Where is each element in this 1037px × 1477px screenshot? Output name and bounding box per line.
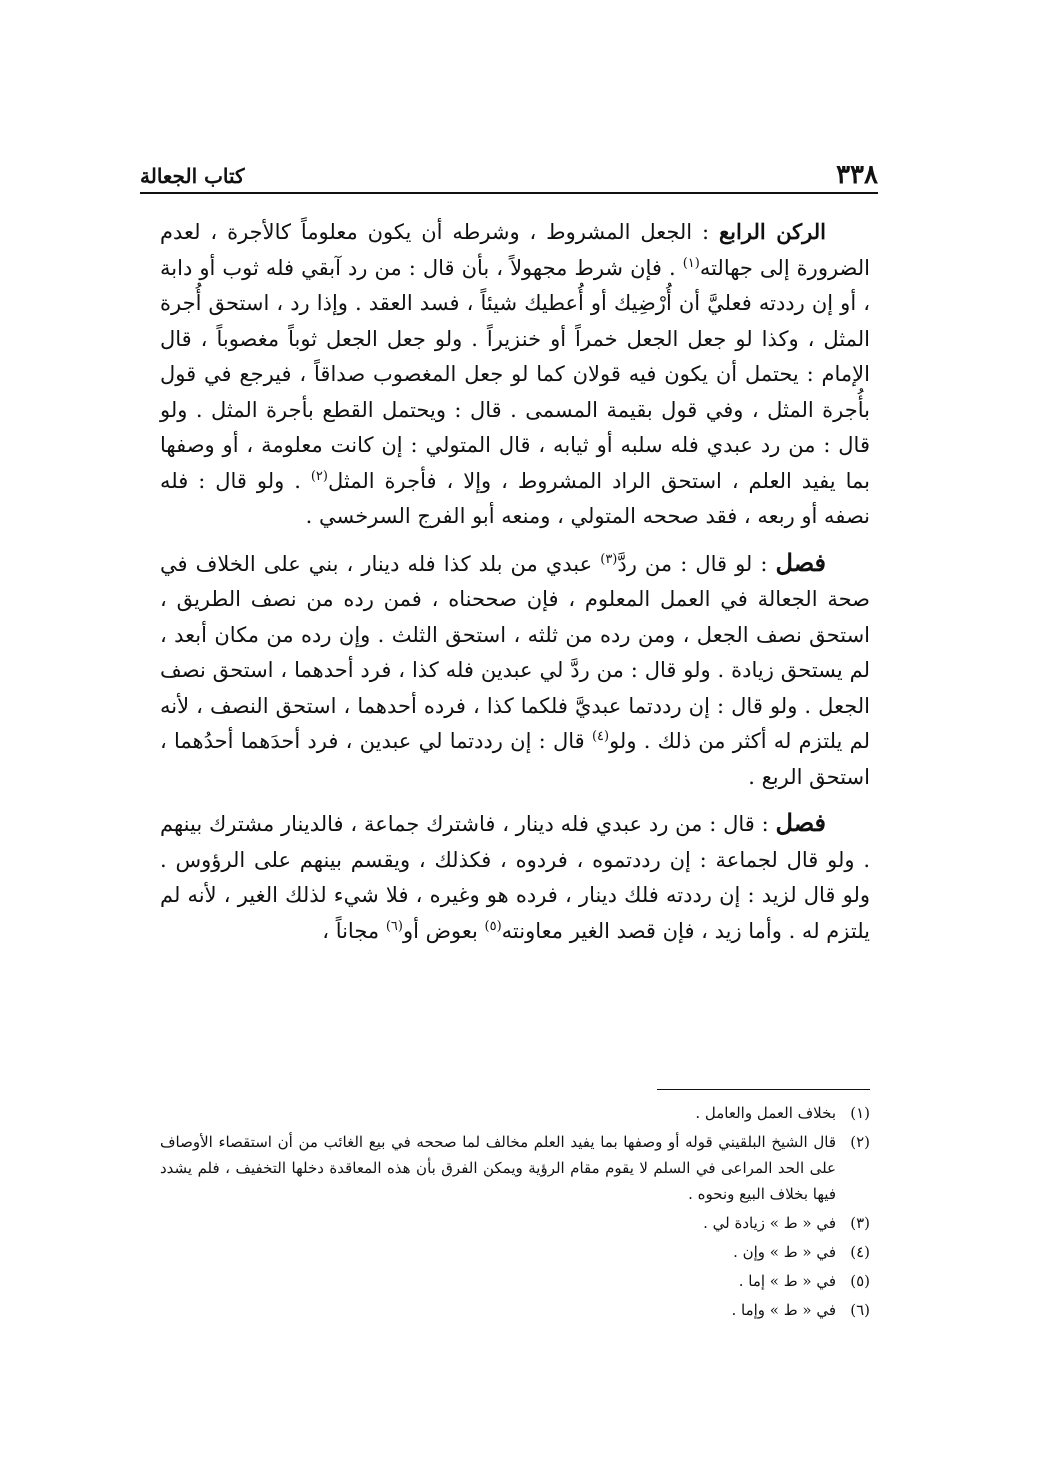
footnote-divider [657, 1089, 870, 1090]
section-heading-fasl: فصل [775, 808, 826, 837]
footnote-item [160, 1297, 870, 1323]
section-heading-fasl: فصل [775, 547, 826, 577]
paragraph-fasl-1 [160, 545, 870, 796]
footnote-item [160, 1129, 870, 1207]
paragraph-rukn [160, 214, 870, 535]
footnote-item [160, 1268, 870, 1294]
paragraph-fasl-2 [160, 805, 870, 949]
footnote-item [160, 1100, 870, 1126]
footnote-number: (٣) [850, 1214, 870, 1232]
footnote-ref[interactable]: (٦) [385, 918, 403, 934]
paragraph-text: . ولو قال : فله نصفه أو ربعه ، فقد صححه المتولي ، ومنعه أبو الفرج السرخسي . [160, 468, 870, 528]
footnote-text: قال الشيخ البلقيني قوله أو وصفها بما يفيد العلم مخالف لما صححه في بيع الغائب من أن استقصاء الأوصاف على الحد المراعى في السلم لا يقوم مقام الرؤية ويمكن الفرق بأن هذه المعاقدة دخلها التخفيف ، فلم يشدد فيها بخلاف البيع ونحوه . [160, 1133, 836, 1203]
page-header [140, 146, 878, 190]
footnote-number: (٢) [850, 1133, 870, 1151]
footnote-ref[interactable]: (٣) [600, 551, 618, 567]
footnote-number: (١) [850, 1104, 870, 1122]
main-text [160, 214, 870, 959]
paragraph-text: : قال : من رد عبدي فله دينار ، فاشترك جماعة ، فالدينار مشترك بينهم . ولو قال لجماعة : إن رددتموه ، فردوه ، فكذلك ، ويقسم بينهم على الرؤوس . ولو قال لزيد : إن رددته فلك دينار ، فرده هو وغيره ، فلا شيء لذلك الغير ، لأنه لم يلتزم له . وأما زيد ، فإن قصد الغير معاونته [160, 812, 870, 943]
footnotes [160, 1098, 870, 1326]
footnote-text: في « ط » وإن . [733, 1243, 836, 1261]
footnote-ref[interactable]: (١) [682, 255, 700, 271]
paragraph-text: : الجعل المشروط ، وشرطه أن يكون معلوماً كالأجرة ، لعدم الضرورة إلى جهالته [160, 220, 870, 280]
footnote-ref[interactable]: (٢) [310, 468, 328, 484]
header-divider [140, 192, 878, 194]
paragraph-text: مجاناً ، [322, 918, 380, 943]
footnote-item [160, 1210, 870, 1236]
footnote-text: بخلاف العمل والعامل . [695, 1104, 836, 1122]
paragraph-text: عبدي من بلد كذا فله دينار ، بني على الخلاف في صحة الجعالة في العمل المعلوم ، فإن صححناه ، فمن رده من نصف الطريق ، استحق نصف الجعل ، ومن رده من ثلثه ، استحق الثلث . وإن رده من مكان أبعد ، لم يستحق زيادة . ولو قال : من ردَّ لي عبدين فله كذا ، فرد أحدهما ، استحق نصف الجعل . ولو قال : إن رددتما عبديَّ فلكما كذا ، فرده أحدهما ، استحق النصف ، لأنه لم يلتزم له أكثر من ذلك . ولو [160, 551, 870, 753]
paragraph-text: بعوض أو [402, 918, 478, 943]
footnote-text: في « ط » زيادة لي . [703, 1214, 836, 1232]
paragraph-text: قال : إن رددتما لي عبدين ، فرد أحدَهما أحدُهما ، استحق الربع . [160, 729, 870, 789]
footnote-text: في « ط » إما . [738, 1272, 836, 1290]
page-number: ٣٣٨ [836, 160, 878, 190]
paragraph-text: : لو قال : من ردَّ [617, 551, 768, 576]
footnote-text: في « ط » وإما . [731, 1301, 836, 1319]
footnote-number: (٦) [850, 1301, 870, 1319]
footnote-number: (٤) [850, 1243, 870, 1261]
footnote-ref[interactable]: (٤) [591, 729, 610, 744]
paragraph-text: . فإن شرط مجهولاً ، بأن قال : من رد آبقي فله ثوب أو دابة ، أو إن رددته فعليَّ أن أُرْضِيك أو أُعطيك شيئاً ، فسد العقد . وإذا رد ، استحق أُجرة المثل ، وكذا لو جعل الجعل خمراً أو خنزيراً . ولو جعل الجعل ثوباً مغصوباً ، قال الإمام : يحتمل أن يكون فيه قولان كما لو جعل المغصوب صداقاً ، فيرجع في قول بأُجرة المثل ، وفي قول بقيمة المسمى . قال : ويحتمل القطع بأجرة المثل . ولو قال : من رد عبدي فله سلبه أو ثيابه ، قال المتولي : إن كانت معلومة ، أو وصفها بما يفيد العلم ، استحق الراد المشروط ، وإلا ، فأجرة المثل [160, 255, 870, 493]
footnote-ref[interactable]: (٥) [484, 918, 502, 934]
running-title: كتاب الجعالة [140, 164, 245, 188]
footnote-number: (٥) [850, 1272, 870, 1290]
footnote-item [160, 1239, 870, 1265]
paragraph-lead: الركن الرابع [719, 219, 826, 244]
